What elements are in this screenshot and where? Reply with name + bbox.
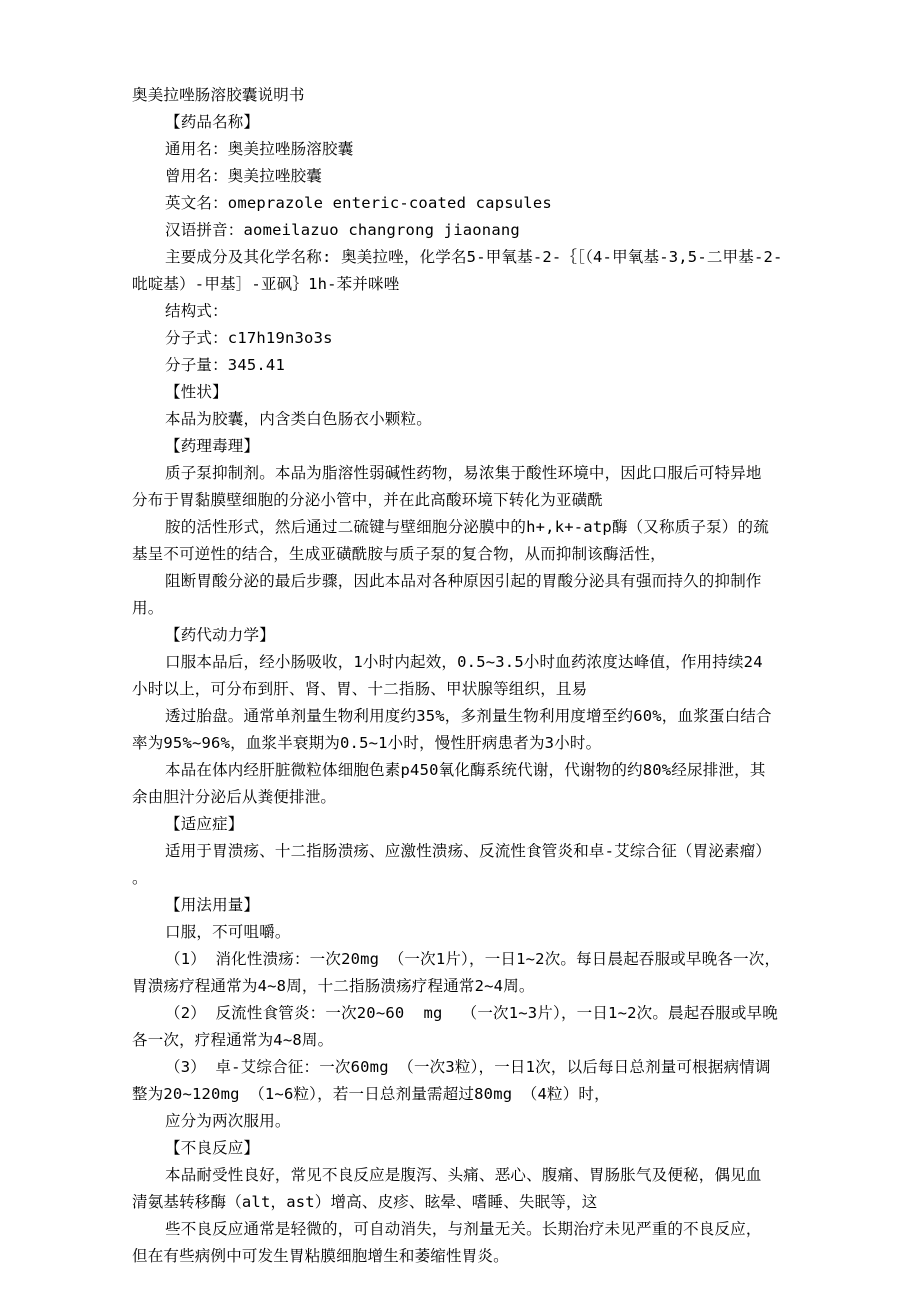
- line-generic-name: 通用名：奥美拉唑肠溶胶囊: [165, 140, 354, 158]
- line-adverse-reactions-4: 但在有些病例中可发生胃粘膜细胞增生和萎缩性胃炎。: [132, 1247, 509, 1265]
- line-pharmacology-6: 用。: [132, 599, 164, 617]
- line-pharmacology-4: 基呈不可逆性的结合，生成亚磺酰胺与质子泵的复合物，从而抑制该酶活性，: [132, 545, 666, 563]
- line-indications-2: 。: [132, 869, 148, 887]
- section-heading-indications: 【适应症】: [165, 815, 244, 833]
- line-chemical-name-1: 主要成分及其化学名称: 奥美拉唑，化学名5-甲氧基-2-｛［（4-甲氧基-3,5-二甲基-2-: [165, 248, 783, 266]
- line-pharmacology-1: 质子泵抑制剂。本品为脂溶性弱碱性药物，易浓集于酸性环境中，因此口服后可特异地: [165, 464, 762, 482]
- line-dosage-6: （3） 卓-艾综合征：一次60mg （一次3粒），一日1次，以后每日总剂量可根据病情调: [165, 1058, 771, 1076]
- line-dosage-1: 口服，不可咀嚼。: [165, 923, 291, 941]
- line-pharmacology-3: 胺的活性形式，然后通过二硫键与壁细胞分泌膜中的h+,k+-atp酶（又称质子泵）的巯: [165, 518, 769, 536]
- line-pharmacokinetics-2: 小时以上，可分布到肝、肾、胃、十二指肠、甲状腺等组织，且易: [132, 680, 588, 698]
- line-pharmacokinetics-3: 透过胎盘。通常单剂量生物利用度约35%，多剂量生物利用度增至约60%，血浆蛋白结合: [165, 707, 772, 725]
- line-adverse-reactions-2: 清氨基转移酶（alt，ast）增高、皮疹、眩晕、嗜睡、失眠等，这: [132, 1193, 598, 1211]
- line-indications-1: 适用于胃溃疡、十二指肠溃疡、应激性溃疡、反流性食管炎和卓-艾综合征（胃泌素瘤）: [165, 842, 772, 860]
- section-heading-dosage: 【用法用量】: [165, 896, 260, 914]
- line-dosage-5: 各一次，疗程通常为4~8周。: [132, 1031, 334, 1049]
- line-pharmacology-5: 阻断胃酸分泌的最后步骤，因此本品对各种原因引起的胃酸分泌具有强而持久的抑制作: [165, 572, 762, 590]
- section-heading-pharmacology: 【药理毒理】: [165, 437, 260, 455]
- line-adverse-reactions-1: 本品耐受性良好，常见不良反应是腹泻、头痛、恶心、腹痛、胃肠胀气及便秘，偶见血: [165, 1166, 762, 1184]
- section-heading-drug-name: 【药品名称】: [165, 113, 260, 131]
- line-dosage-3: 胃溃疡疗程通常为4~8周，十二指肠溃疡疗程通常2~4周。: [132, 977, 535, 995]
- line-adverse-reactions-3: 些不良反应通常是轻微的，可自动消失，与剂量无关。长期治疗未见严重的不良反应，: [165, 1220, 762, 1238]
- line-former-name: 曾用名：奥美拉唑胶囊: [165, 167, 323, 185]
- line-pharmacokinetics-4: 率为95%~96%，血浆半衰期为0.5~1小时，慢性肝病患者为3小时。: [132, 734, 602, 752]
- section-heading-adverse-reactions: 【不良反应】: [165, 1139, 260, 1157]
- line-pharmacology-2: 分布于胃黏膜壁细胞的分泌小管中，并在此高酸环境下转化为亚磺酰: [132, 491, 604, 509]
- section-heading-pharmacokinetics: 【药代动力学】: [165, 626, 275, 644]
- line-properties: 本品为胶囊，内含类白色肠衣小颗粒。: [165, 410, 432, 428]
- line-dosage-7: 整为20~120mg （1~6粒），若一日总剂量需超过80mg （4粒）时，: [132, 1085, 610, 1103]
- line-english-name: 英文名：omeprazole enteric-coated capsules: [165, 194, 552, 212]
- line-pinyin: 汉语拼音：aomeilazuo changrong jiaonang: [165, 221, 520, 239]
- section-heading-properties: 【性状】: [165, 383, 228, 401]
- line-pharmacokinetics-1: 口服本品后，经小肠吸收，1小时内起效，0.5~3.5小时血药浓度达峰值，作用持续24: [165, 653, 763, 671]
- line-molecular-weight: 分子量：345.41: [165, 356, 285, 374]
- line-pharmacokinetics-5: 本品在体内经肝脏微粒体细胞色素p450氧化酶系统代谢，代谢物的约80%经尿排泄，其: [165, 761, 766, 779]
- line-structural-formula: 结构式：: [165, 302, 228, 320]
- doc-title: 奥美拉唑肠溶胶囊说明书: [132, 86, 305, 104]
- line-dosage-2: （1） 消化性溃疡：一次20mg （一次1片），一日1~2次。每日晨起吞服或早晚各一次，: [165, 950, 781, 968]
- line-chemical-name-2: 吡啶基）-甲基］-亚砜｝1h-苯并咪唑: [132, 275, 400, 293]
- line-molecular-formula: 分子式：c17h19n3o3s: [165, 329, 333, 347]
- line-pharmacokinetics-6: 余由胆汁分泌后从粪便排泄。: [132, 788, 337, 806]
- line-dosage-4: （2） 反流性食管炎：一次20~60 mg （一次1~3片），一日1~2次。晨起吞服或早晚: [165, 1004, 778, 1022]
- line-dosage-8: 应分为两次服用。: [165, 1112, 291, 1130]
